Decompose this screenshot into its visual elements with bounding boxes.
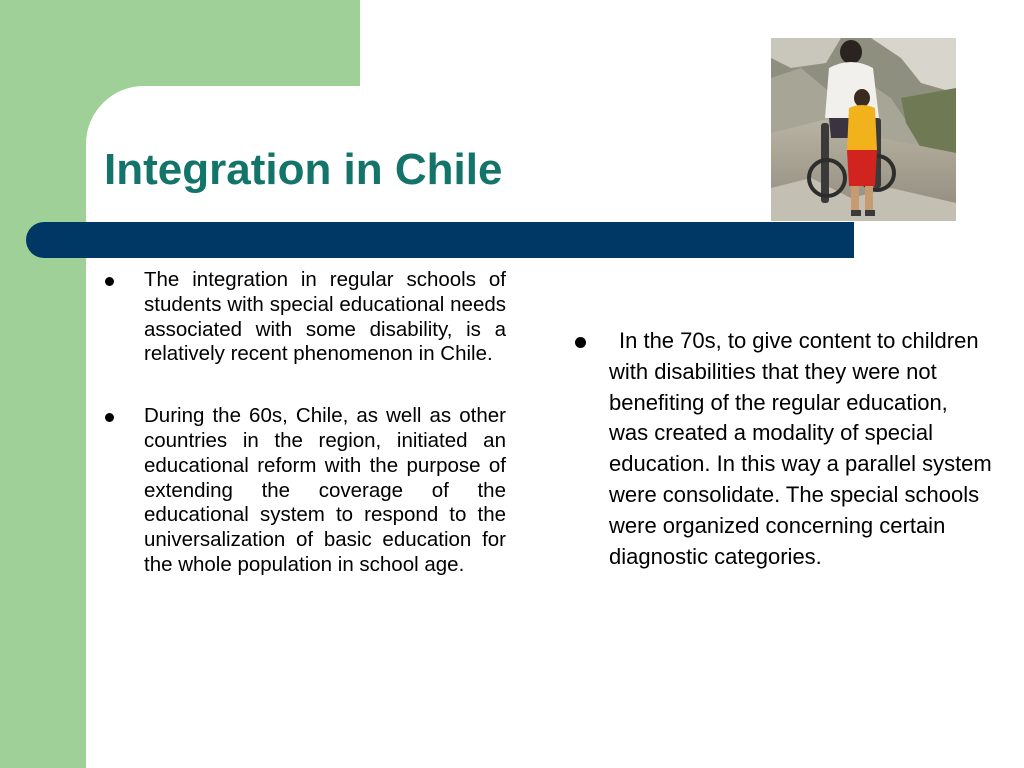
list-item xyxy=(104,404,506,578)
bullet-text: In the 70s, to give content to children with disabilities that they were not benefiting of the regular education, was created a modality of special education. In this way a parallel system were consolidate. The special schools were organized concerning certain diagnostic categories. xyxy=(609,328,992,569)
bullet-text: The integration in regular schools of students with special educational needs associated with some disability, is a relatively recent phenomenon in Chile. xyxy=(144,268,506,366)
right-bullet-list xyxy=(572,326,992,572)
title-underline-bar xyxy=(26,222,854,258)
slide-title: Integration in Chile xyxy=(104,145,503,194)
bullet-text: During the 60s, Chile, as well as other countries in the region, initiated an educational reform with the purpose of extending the coverage of the educational system to respond to the universalization of basic education for the whole population in school age. xyxy=(144,404,506,576)
list-item xyxy=(104,268,506,367)
left-bullet-list xyxy=(104,268,506,578)
bullet-icon xyxy=(105,277,114,286)
bullet-icon xyxy=(105,413,114,422)
list-item xyxy=(572,326,992,572)
child-pushing-wheelchair-photo xyxy=(771,38,956,221)
bullet-icon xyxy=(575,337,586,348)
background-green-strip xyxy=(0,0,86,768)
